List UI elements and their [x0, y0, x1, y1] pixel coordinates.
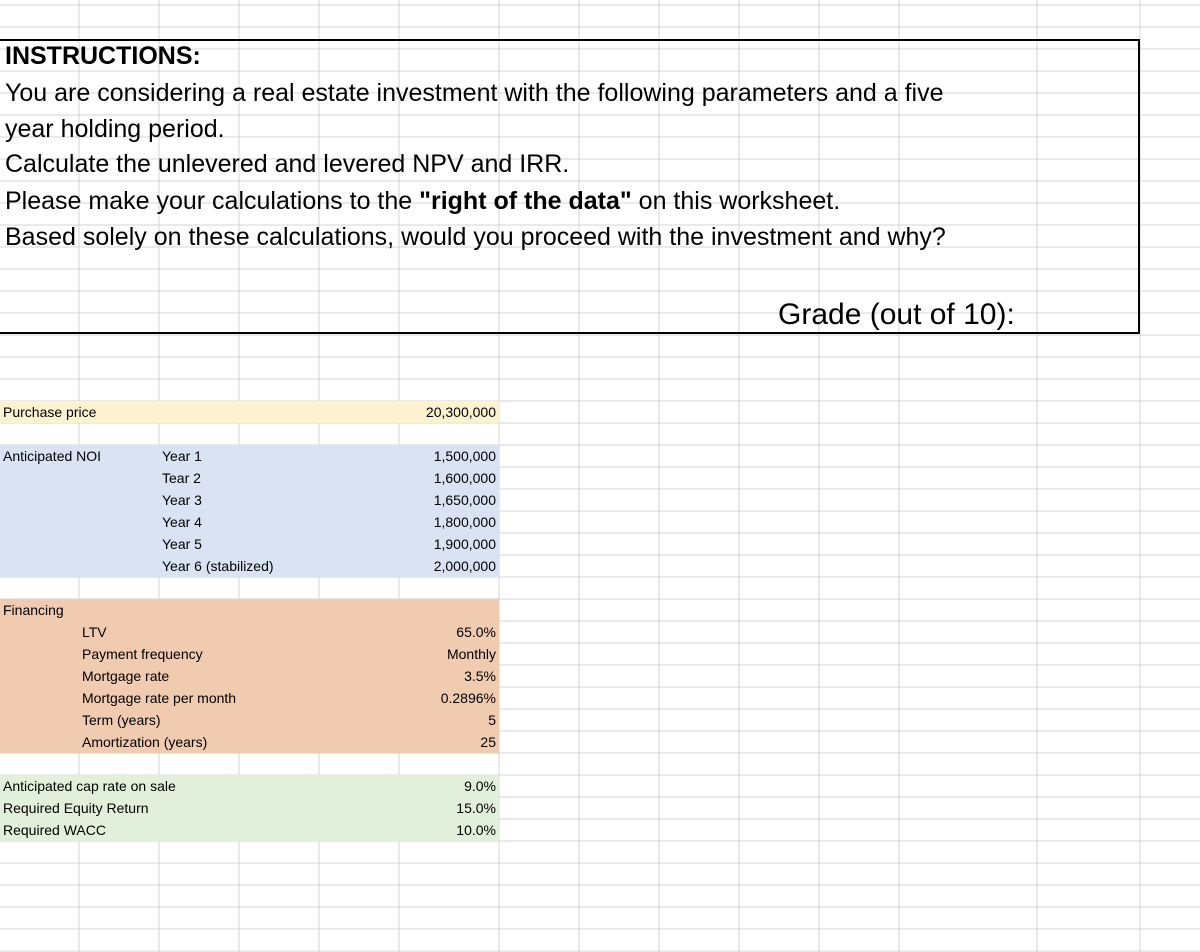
financing-row-label[interactable]: LTV: [82, 624, 107, 640]
instructions-line-1: You are considering a real estate investment with the following parameters and a five: [5, 79, 944, 107]
purchase-price-label[interactable]: Purchase price: [3, 404, 97, 420]
grade-label[interactable]: Grade (out of 10):: [778, 298, 1015, 331]
returns-row-value[interactable]: 15.0%: [456, 800, 496, 816]
instructions-line-4-bold: "right of the data": [419, 187, 632, 215]
purchase-price-value[interactable]: 20,300,000: [425, 404, 496, 420]
noi-row-value[interactable]: 1,800,000: [433, 514, 496, 530]
noi-row-label[interactable]: Year 6 (stabilized): [162, 558, 274, 574]
financing-row-value[interactable]: Monthly: [446, 646, 496, 662]
financing-row-label[interactable]: Term (years): [82, 712, 161, 728]
financing-row-value[interactable]: 5: [488, 712, 496, 728]
noi-row-label[interactable]: Year 3: [162, 492, 202, 508]
returns-row-label[interactable]: Required WACC: [3, 822, 106, 838]
returns-row-label[interactable]: Anticipated cap rate on sale: [3, 778, 176, 794]
noi-row-value[interactable]: 2,000,000: [433, 558, 496, 574]
instructions-line-4-post: on this worksheet.: [631, 187, 841, 215]
instructions-line-4-pre: Please make your calculations to the: [5, 187, 420, 215]
financing-row-label[interactable]: Payment frequency: [82, 646, 203, 662]
noi-row-value[interactable]: 1,900,000: [433, 536, 496, 552]
noi-row-label[interactable]: Tear 2: [162, 470, 201, 486]
financing-row-value[interactable]: 0.2896%: [440, 690, 496, 706]
instructions-line-3: Calculate the unlevered and levered NPV and IRR.: [5, 150, 570, 178]
noi-label[interactable]: Anticipated NOI: [3, 448, 102, 464]
noi-row-label[interactable]: Year 1: [162, 448, 202, 464]
financing-row-label[interactable]: Mortgage rate: [82, 668, 170, 684]
returns-row-value[interactable]: 10.0%: [456, 822, 496, 838]
instructions-line-2: year holding period.: [5, 115, 225, 143]
noi-row-label[interactable]: Year 5: [162, 536, 202, 552]
returns-row-label[interactable]: Required Equity Return: [3, 800, 149, 816]
financing-fill: [0, 599, 499, 753]
noi-row-value[interactable]: 1,600,000: [433, 470, 496, 486]
financing-label[interactable]: Financing: [3, 602, 64, 618]
financing-row-label[interactable]: Amortization (years): [82, 734, 208, 750]
financing-row-label[interactable]: Mortgage rate per month: [82, 690, 237, 706]
returns-row-value[interactable]: 9.0%: [464, 778, 496, 794]
financing-row-value[interactable]: 3.5%: [464, 668, 496, 684]
instructions-line-4: [5, 186, 840, 216]
instructions-line-5: Based solely on these calculations, would you proceed with the investment and why?: [5, 223, 946, 251]
noi-row-label[interactable]: Year 4: [162, 514, 202, 530]
financing-row-value[interactable]: 65.0%: [456, 624, 496, 640]
noi-row-value[interactable]: 1,500,000: [433, 448, 496, 464]
financing-row-value[interactable]: 25: [480, 734, 496, 750]
instructions-heading: INSTRUCTIONS:: [5, 42, 201, 70]
noi-row-value[interactable]: 1,650,000: [433, 492, 496, 508]
